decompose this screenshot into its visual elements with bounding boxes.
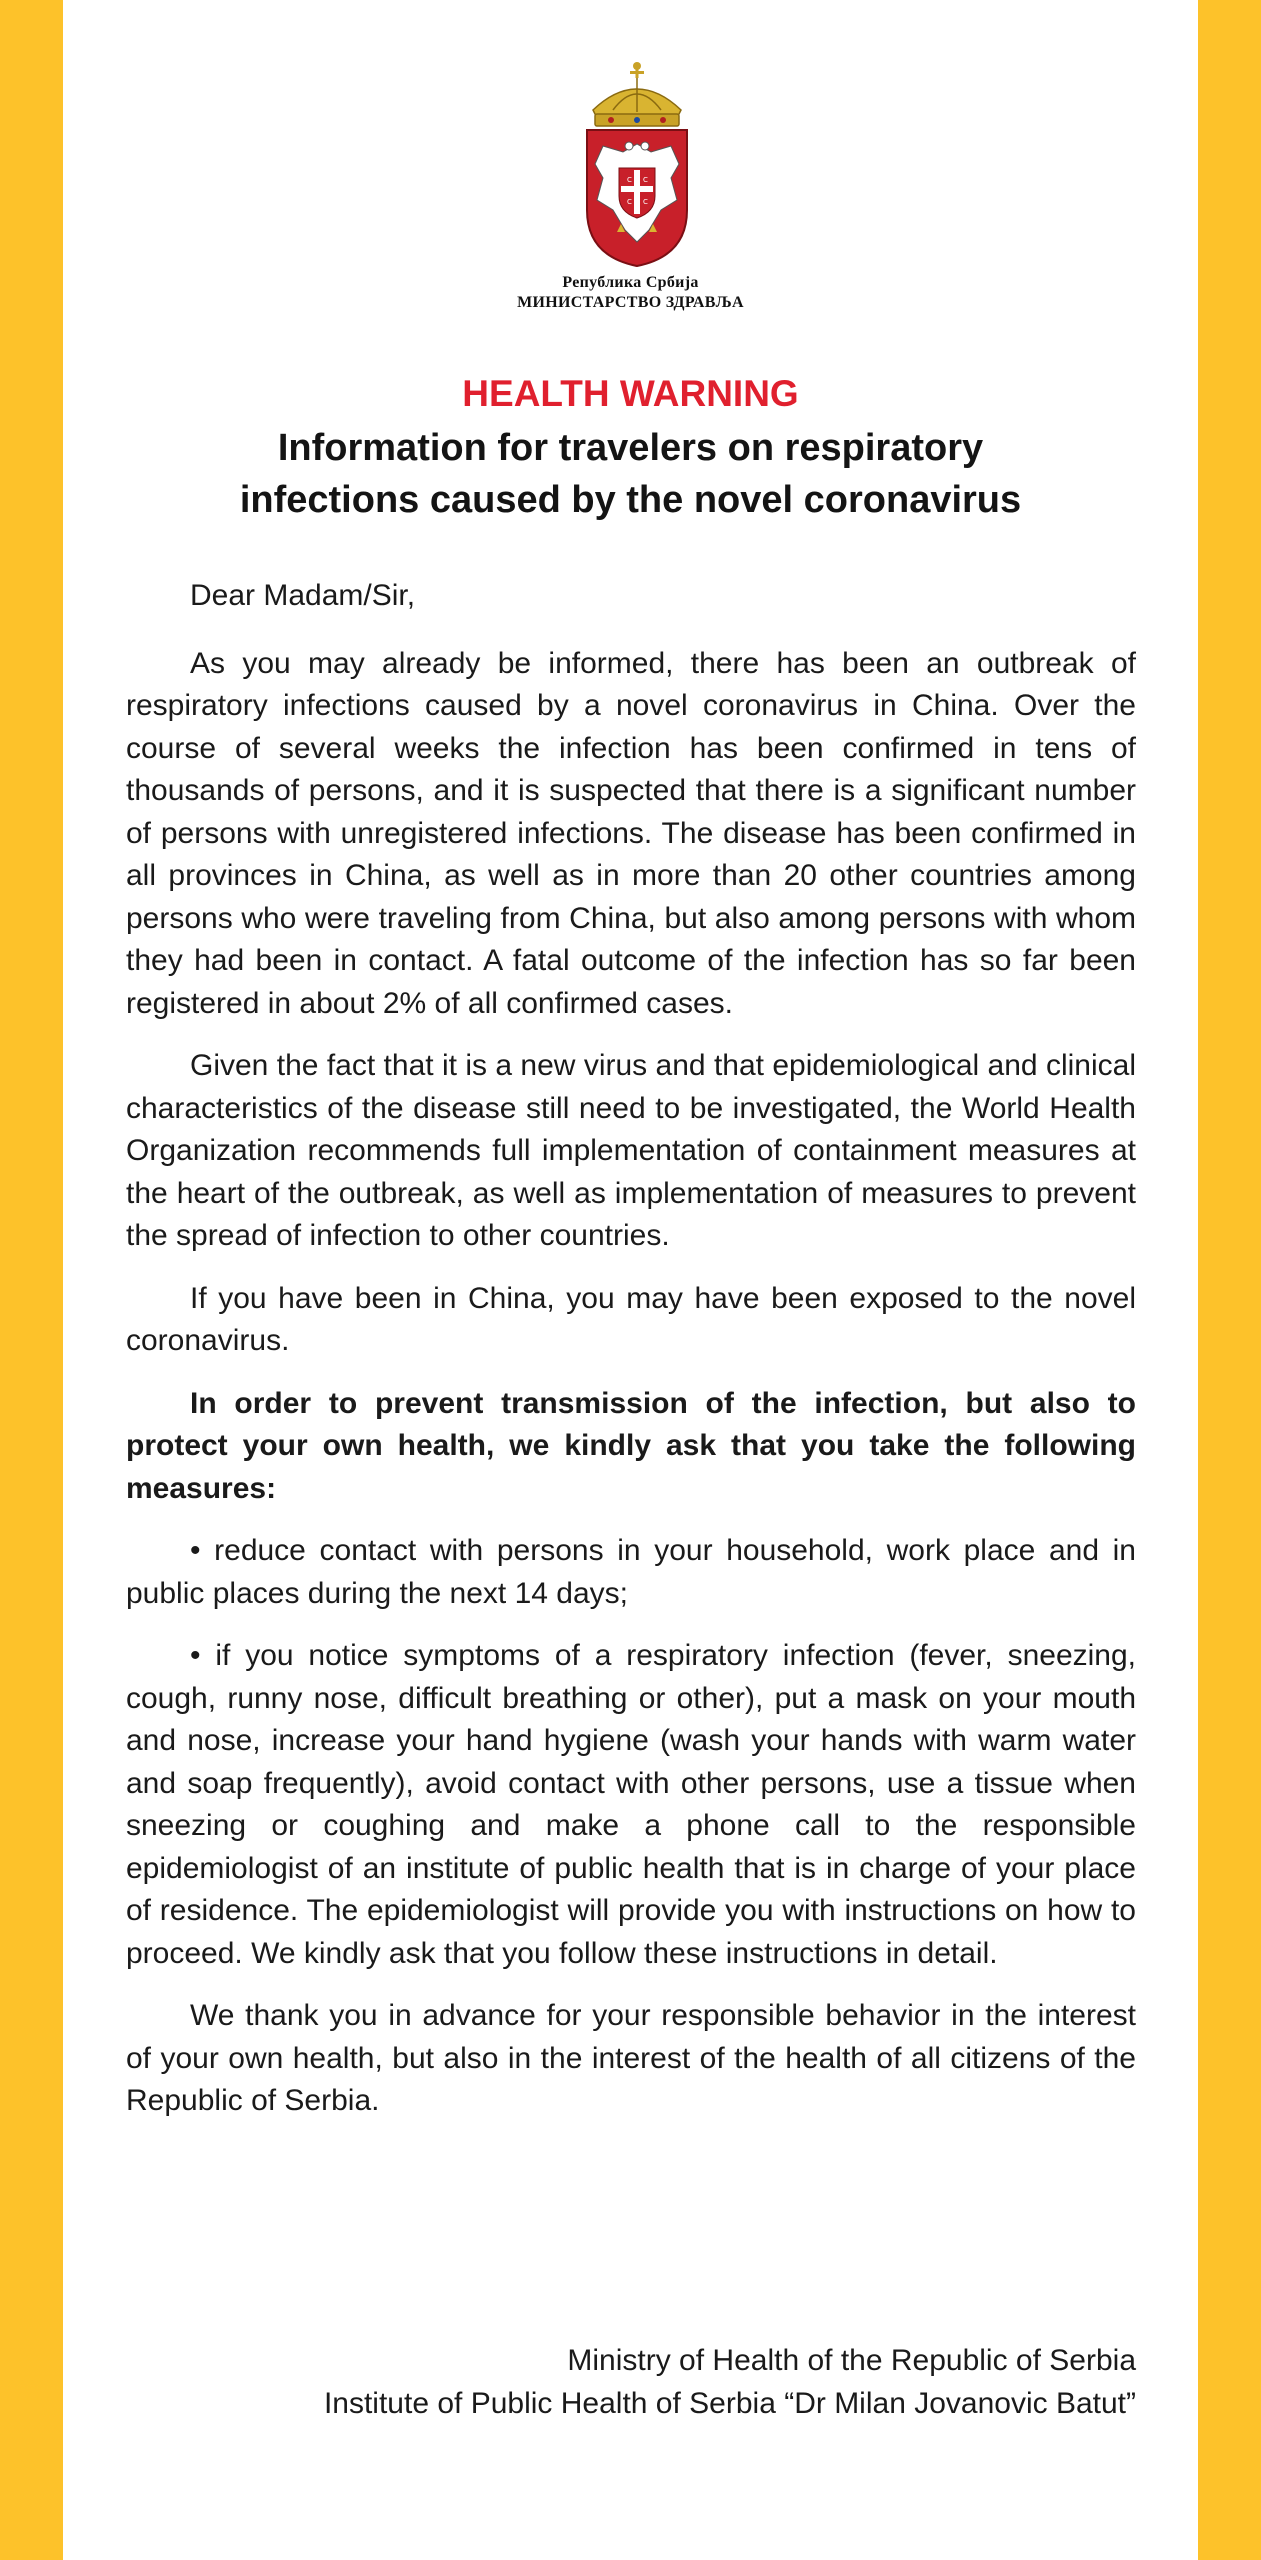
- ministry-name: МИНИСТАРСТВО ЗДРАВЉА: [517, 294, 744, 311]
- bullet-symptoms: • if you notice symptoms of a respiratory infection (fever, sneezing, cough, runny nose, difficult breathing or other), put a mask on your mouth and nose, increase your hand hygiene (wash your hands with warm water and soap frequently), avoid contact with other persons, use a tissue when sneezing or coughing and make a phone call to the responsible epidemiologist of an institute of public health that is in charge of your place of residence. The epidemiologist will provide you with instructions on how to proceed. We kindly ask that you follow these instructions in detail.: [126, 1639, 1136, 1970]
- svg-text:C: C: [627, 176, 632, 184]
- paragraph-outbreak: As you may already be informed, there has been an outbreak of respiratory infections caused by a novel coronavirus in China. Over the course of several weeks the infection has been confirmed in tens of thousands of persons, and it is suspected that there is a significant number of persons with unregistered infections. The disease has been confirmed in all provinces in China, as well as in more than 20 other countries among persons who were traveling from China, but also among persons with whom they had been in contact. A fatal outcome of the infection has so far been registered in about 2% of all confirmed cases.: [126, 646, 1136, 1020]
- paragraph-measures-request: In order to prevent transmission of the infection, but also to protect your own health, we kindly ask that you take the following measures:: [126, 1386, 1136, 1505]
- signature-block: [126, 2340, 1136, 2425]
- paragraph-closing: We thank you in advance for your responsible behavior in the interest of your own health, but also in the interest of the health of all citizens of the Republic of Serbia.: [126, 1999, 1136, 2117]
- document-page: [63, 0, 1198, 2560]
- document-title: [63, 422, 1198, 526]
- signature-ministry: Ministry of Health of the Republic of Serbia: [567, 2344, 1136, 2377]
- health-warning-heading: HEALTH WARNING: [462, 373, 799, 414]
- signature-institute: Institute of Public Health of Serbia “Dr Milan Jovanovic Batut”: [323, 2386, 1136, 2420]
- serbia-coat-of-arms-icon: [573, 60, 701, 270]
- svg-text:C: C: [627, 198, 632, 206]
- crown-icon: [593, 62, 681, 126]
- svg-text:C: C: [643, 176, 648, 184]
- letter-body: [126, 575, 1136, 2143]
- svg-text:C: C: [643, 198, 648, 206]
- paragraph-who-recommendation: Given the fact that it is a new virus and that epidemiological and clinical characteristics of the disease still need to be investigated, the World Health Organization recommends full implementation of containment measures at the heart of the outbreak, as well as implementation of measures to prevent the spread of infection to other countries.: [126, 1049, 1136, 1252]
- title-line-1: Information for travelers on respiratory: [277, 427, 984, 469]
- title-line-2: infections caused by the novel coronavirus: [239, 479, 1022, 521]
- bullet-reduce-contact: • reduce contact with persons in your household, work place and in public places during the next 14 days;: [126, 1534, 1136, 1610]
- greeting: Dear Madam/Sir,: [190, 579, 416, 612]
- org-name: Република Србија: [562, 274, 699, 291]
- paragraph-exposure: If you have been in China, you may have been exposed to the novel coronavirus.: [126, 1281, 1136, 1357]
